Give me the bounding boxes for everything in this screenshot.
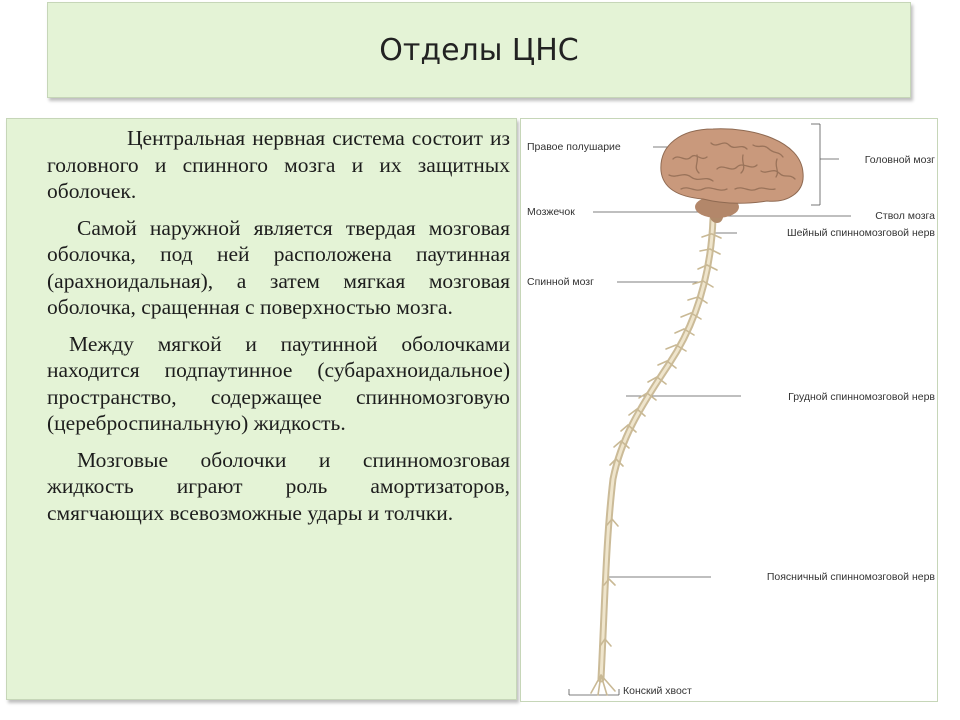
spinal-cord-drawing	[591, 219, 721, 695]
label-spinal-cord: Спинной мозг	[527, 276, 594, 288]
paragraph-1: Центральная нервная система состоит из головного и спинного мозга и их защитных оболочек.	[47, 126, 510, 203]
label-cerebellum: Мозжечок	[527, 206, 575, 218]
label-brainstem: Ствол мозга	[875, 210, 935, 222]
paragraph-2: Самой наружной является твердая мозговая оболочка, под ней расположена паутинная (арахноидальная), а затем мягкая мозговая оболочка, сращенная с поверхностью мозга.	[47, 215, 510, 319]
label-cauda-equina: Конский хвост	[623, 685, 692, 697]
paragraph-3: Между мягкой и паутинной оболочками находится подпаутинное (субарахноидальное) пространство, содержащее спинномозговую (цереброспинальную) жидкость.	[47, 331, 510, 435]
title-panel	[47, 2, 911, 98]
text-body	[47, 125, 510, 536]
text-panel	[6, 118, 517, 700]
label-brain: Головной мозг	[864, 154, 935, 166]
label-right-hemisphere: Правое полушарие	[527, 141, 621, 153]
slide-title: Отделы ЦНС	[379, 33, 579, 68]
label-lumbar-nerve: Поясничный спинномозговой нерв	[766, 571, 935, 583]
paragraph-4: Мозговые оболочки и спинномозговая жидкость играют роль амортизаторов, смягчающих всевозможные удары и толчки.	[47, 447, 510, 525]
label-cervical-nerve: Шейный спинномозговой нерв	[786, 227, 935, 239]
cns-diagram	[521, 119, 938, 702]
brain-drawing	[661, 129, 803, 223]
cns-figure	[520, 118, 938, 702]
label-thoracic-nerve: Грудной спинномозговой нерв	[788, 391, 935, 403]
